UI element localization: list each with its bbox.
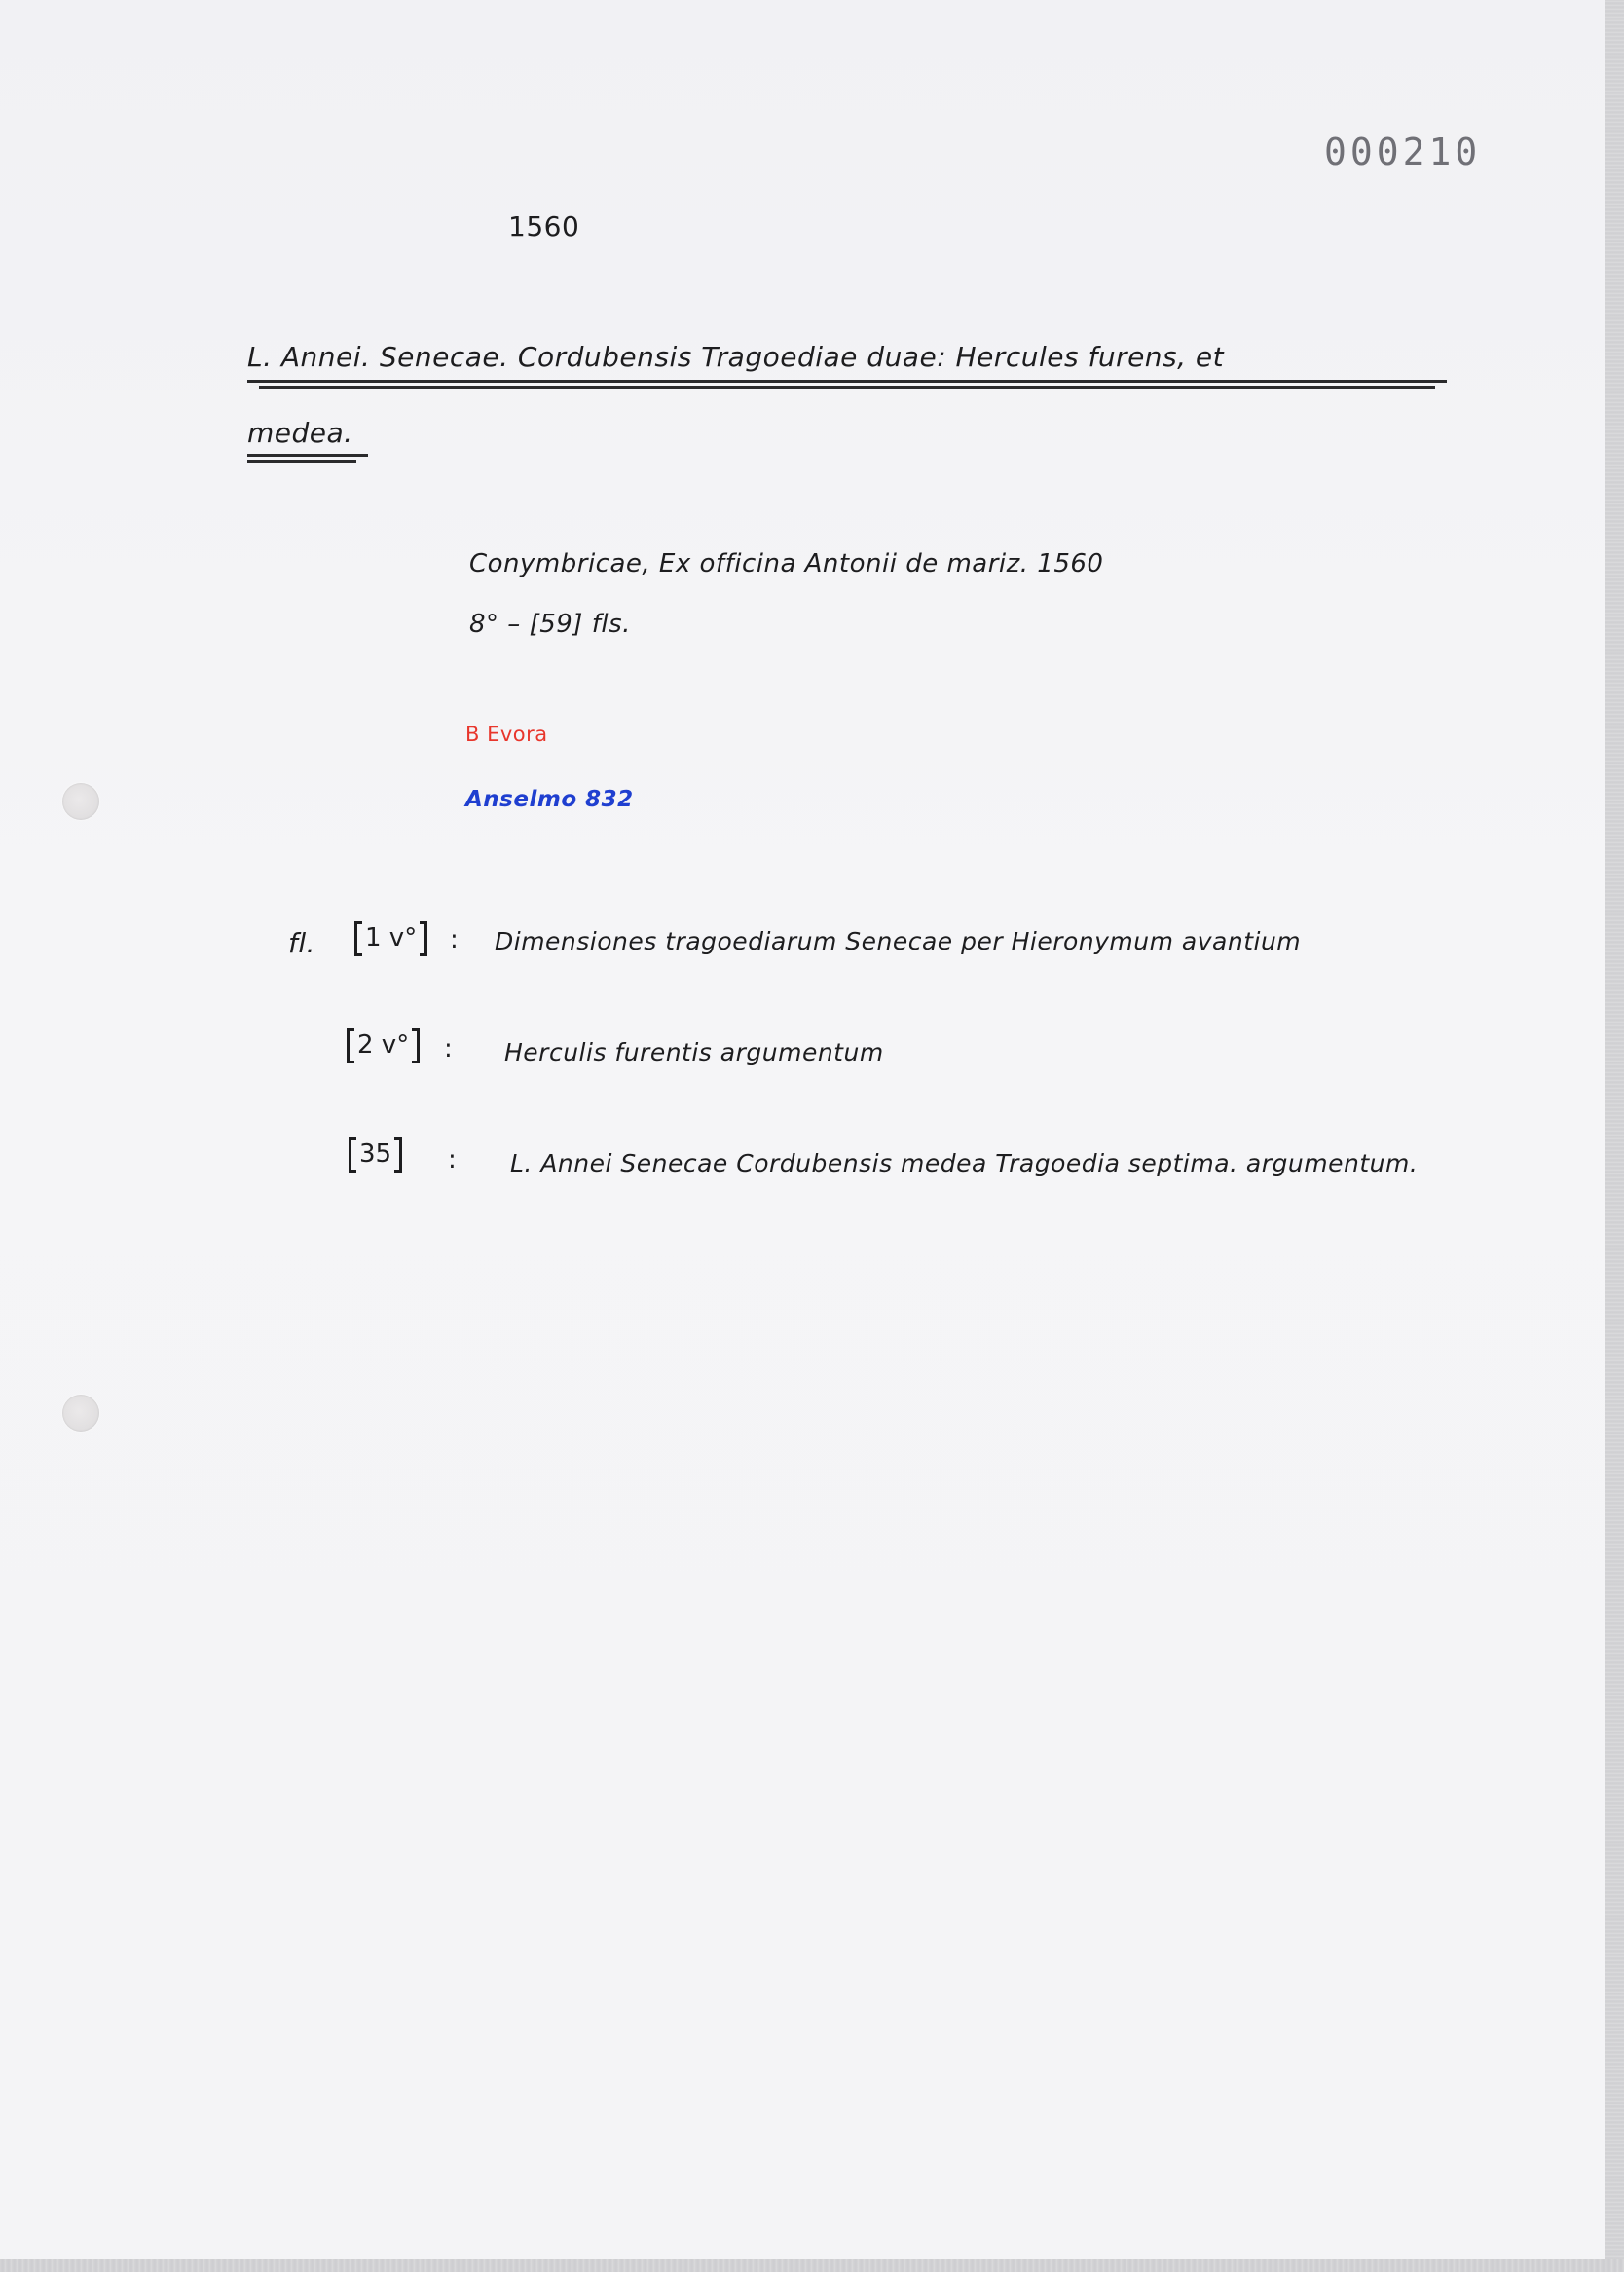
- title-line-2: medea.: [247, 417, 353, 449]
- leaf-reference-3: [349, 1137, 402, 1173]
- record-stamp-number: 000210: [1324, 130, 1482, 173]
- title-underline-2b: [247, 460, 356, 463]
- entry-separator: :: [444, 1034, 453, 1063]
- contents-label: fl.: [288, 927, 316, 959]
- entry-separator: :: [450, 925, 459, 954]
- holding-library: B Evora: [465, 723, 548, 746]
- punch-hole-bottom: [62, 1395, 99, 1432]
- title-underline-2a: [247, 454, 368, 457]
- contents-entry-3: L. Annei Senecae Cordubensis medea Tragoedia septima. argumentum.: [510, 1149, 1419, 1177]
- entry-separator: :: [448, 1145, 457, 1174]
- format-extent: 8° – [59] fls.: [469, 610, 631, 639]
- leaf-number: 35: [359, 1139, 392, 1169]
- page-edge-right: [1605, 0, 1624, 2272]
- bibliography-reference: Anselmo 832: [465, 787, 634, 812]
- leaf-reference-2: [347, 1028, 420, 1063]
- leaf-reference-1: [354, 921, 427, 956]
- title-line-1: L. Annei. Senecae. Cordubensis Tragoediae duae: Hercules furens, et: [247, 341, 1225, 373]
- title-underline-1a: [247, 380, 1447, 383]
- punch-hole-top: [62, 783, 99, 820]
- page-edge-bottom: [0, 2259, 1624, 2272]
- leaf-number: 2 v°: [357, 1030, 410, 1060]
- contents-entry-1: Dimensiones tragoediarum Senecae per Hieronymum avantium: [495, 927, 1302, 955]
- title-underline-1b: [259, 386, 1435, 389]
- contents-entry-2: Herculis furentis argumentum: [504, 1038, 884, 1066]
- imprint-line: Conymbricae, Ex officina Antonii de mariz. 1560: [469, 549, 1104, 578]
- publication-year: 1560: [508, 210, 580, 242]
- leaf-number: 1 v°: [365, 923, 418, 952]
